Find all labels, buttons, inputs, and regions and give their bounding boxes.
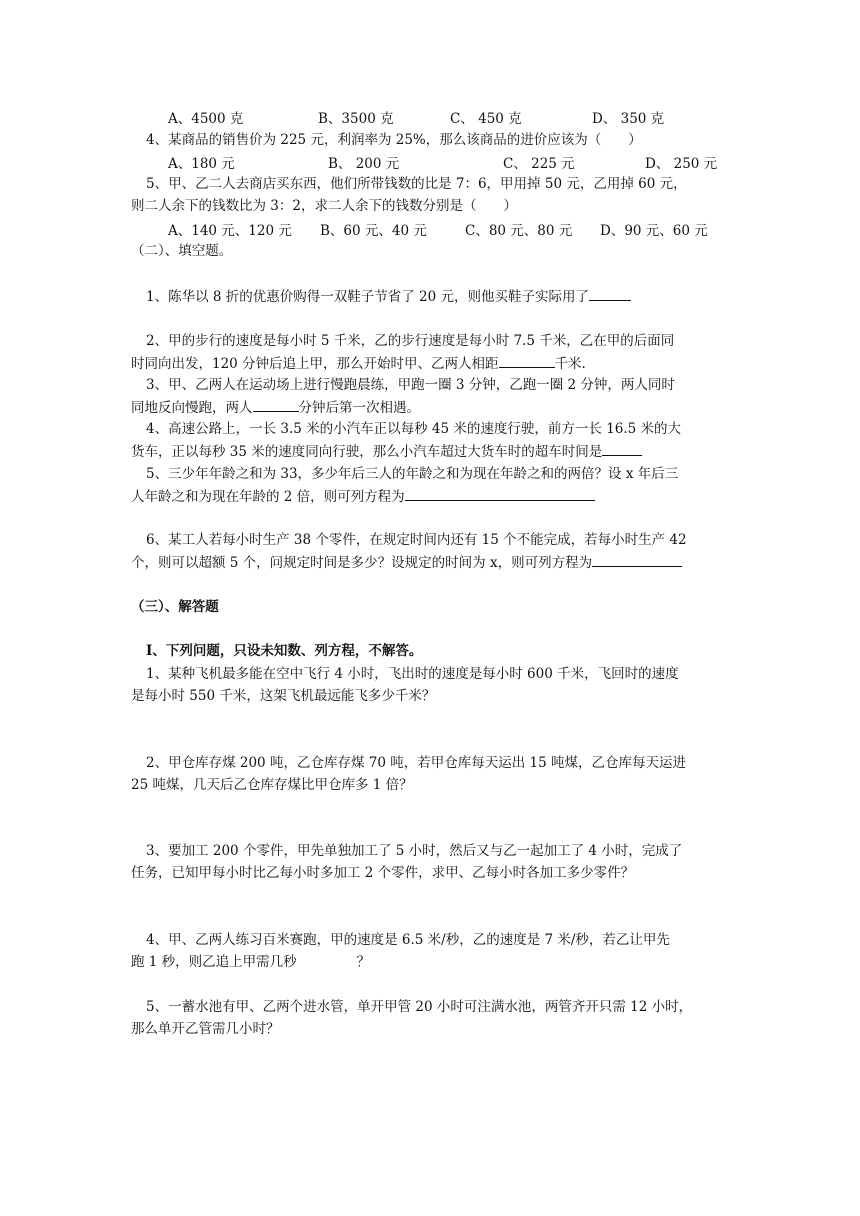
fill-section-heading: （二）、填空题。 (131, 243, 233, 259)
solve-p1-line1: 1、某种飞机最多能在空中飞行 4 小时，飞出时的速度是每小时 600 千米，飞回时的速度 (146, 666, 679, 682)
fill-q4-blank[interactable] (602, 441, 642, 456)
q4-option-b[interactable]: B、 200 元 (328, 156, 400, 172)
solve-p2-line1: 2、甲仓库存煤 200 吨，乙仓库存煤 70 吨，若甲仓库每天运出 15 吨煤，乙仓库每天运进 (146, 755, 686, 771)
solve-p4-line2 (131, 952, 370, 972)
fill-q6-text: 个，则可以超额 5 个，问规定时间是多少？设规定的时间为 x，则可列方程为 (131, 555, 593, 571)
solve-p4-line1: 4、甲、乙两人练习百米赛跑，甲的速度是 6.5 米/秒，乙的速度是 7 米/秒，若乙让甲先 (146, 932, 670, 948)
solve-p2-line2: 25 吨煤，几天后乙仓库存煤比甲仓库多 1 倍？ (131, 777, 413, 793)
q5-option-a[interactable]: A、140 元、120 元 (168, 223, 292, 239)
q5-option-c[interactable]: C、80 元、80 元 (465, 223, 573, 239)
q3-option-b[interactable]: B、3500 克 (318, 111, 394, 127)
fill-q2-blank[interactable] (499, 353, 555, 368)
solve-sub-heading: Ⅰ、下列问题，只设未知数、列方程，不解答。 (146, 643, 423, 659)
fill-q6-blank[interactable] (592, 552, 682, 567)
solve-p3-line1: 3、要加工 200 个零件，甲先单独加工了 5 小时，然后又与乙一起加工了 4 小时，完成了 (146, 843, 683, 859)
fill-q5-text: 人年龄之和为现在年龄的 2 倍，则可列方程为 (131, 489, 405, 505)
q5-stem-line2: 则二人余下的钱数比为 3：2，求二人余下的钱数分别是（ ） (131, 198, 517, 214)
q4-option-c[interactable]: C、 225 元 (503, 156, 575, 172)
fill-q4-line2 (131, 441, 642, 462)
solve-p5-line2: 那么单开乙管需几小时？ (131, 1021, 280, 1037)
q5-option-d[interactable]: D、90 元、60 元 (600, 223, 708, 239)
q3-option-d[interactable]: D、 350 克 (592, 111, 665, 127)
solve-p4-text-b: ？ (356, 954, 371, 970)
fill-q5-line2 (131, 486, 595, 507)
fill-q4-line1: 4、高速公路上，一长 3.5 米的小汽车正以每秒 45 米的速度行驶，前方一长 16.5 米的大 (146, 421, 682, 437)
fill-q5-line1: 5、三少年年龄之和为 33，多少年后三人的年龄之和为现在年龄之和的两倍？设 x 年后三 (146, 466, 679, 482)
fill-q6-line1: 6、某工人若每小时生产 38 个零件，在规定时间内还有 15 个不能完成，若每小时生产 42 (146, 532, 687, 548)
fill-q3-blank[interactable] (253, 397, 299, 412)
solve-p3-line2: 任务，已知甲每小时比乙每小时多加工 2 个零件，求甲、乙每小时各加工多少零件？ (131, 865, 635, 881)
fill-q2-text-a: 时同向出发，120 分钟后追上甲，那么开始时甲、乙两人相距 (131, 356, 499, 372)
fill-q3-line2 (131, 397, 420, 418)
fill-q2-line2 (131, 353, 586, 374)
q5-option-b[interactable]: B、60 元、40 元 (320, 223, 427, 239)
q5-stem-line1: 5、甲、乙二人去商店买东西，他们所带钱数的比是 7：6，甲用掉 50 元，乙用掉 60 元， (146, 176, 687, 192)
fill-q1-text: 1、陈华以 8 折的优惠价购得一双鞋子节省了 20 元，则他买鞋子实际用了 (146, 289, 590, 305)
q3-option-c[interactable]: C、 450 克 (450, 111, 522, 127)
q4-option-d[interactable]: D、 250 元 (645, 156, 718, 172)
fill-q4-text: 货车，正以每秒 35 米的速度同向行驶，那么小汽车超过大货车时的超车时间是 (131, 444, 603, 460)
fill-q1 (146, 286, 631, 307)
solve-p5-line1: 5、一蓄水池有甲、乙两个进水管，单开甲管 20 小时可注满水池，两管齐开只需 12 小时， (146, 999, 693, 1015)
fill-q3-text-a: 同地反向慢跑，两人 (131, 400, 253, 416)
fill-q5-blank[interactable] (405, 486, 595, 501)
solve-section-heading: （三）、解答题 (131, 599, 219, 615)
q4-option-a[interactable]: A、180 元 (168, 156, 235, 172)
fill-q2-line1: 2、甲的步行的速度是每小时 5 千米，乙的步行速度是每小时 7.5 千米，乙在甲的后面同 (146, 333, 675, 349)
fill-q3-text-b: 分钟后第一次相遇。 (298, 400, 420, 416)
fill-q1-blank[interactable] (589, 286, 631, 301)
solve-p1-line2: 是每小时 550 千米，这架飞机最远能飞多少千米？ (131, 688, 436, 704)
fill-q3-line1: 3、甲、乙两人在运动场上进行慢跑晨练，甲跑一圈 3 分钟，乙跑一圈 2 分钟，两人同时 (146, 377, 675, 393)
q3-option-a[interactable]: A、4500 克 (168, 111, 244, 127)
solve-p4-text-a: 跑 1 秒，则乙追上甲需几秒 (131, 954, 297, 970)
q4-stem: 4、某商品的销售价为 225 元，利润率为 25%，那么该商品的进价应该为（ ） (146, 132, 642, 148)
fill-q6-line2 (131, 552, 682, 573)
fill-q2-text-b: 千米. (554, 356, 586, 372)
